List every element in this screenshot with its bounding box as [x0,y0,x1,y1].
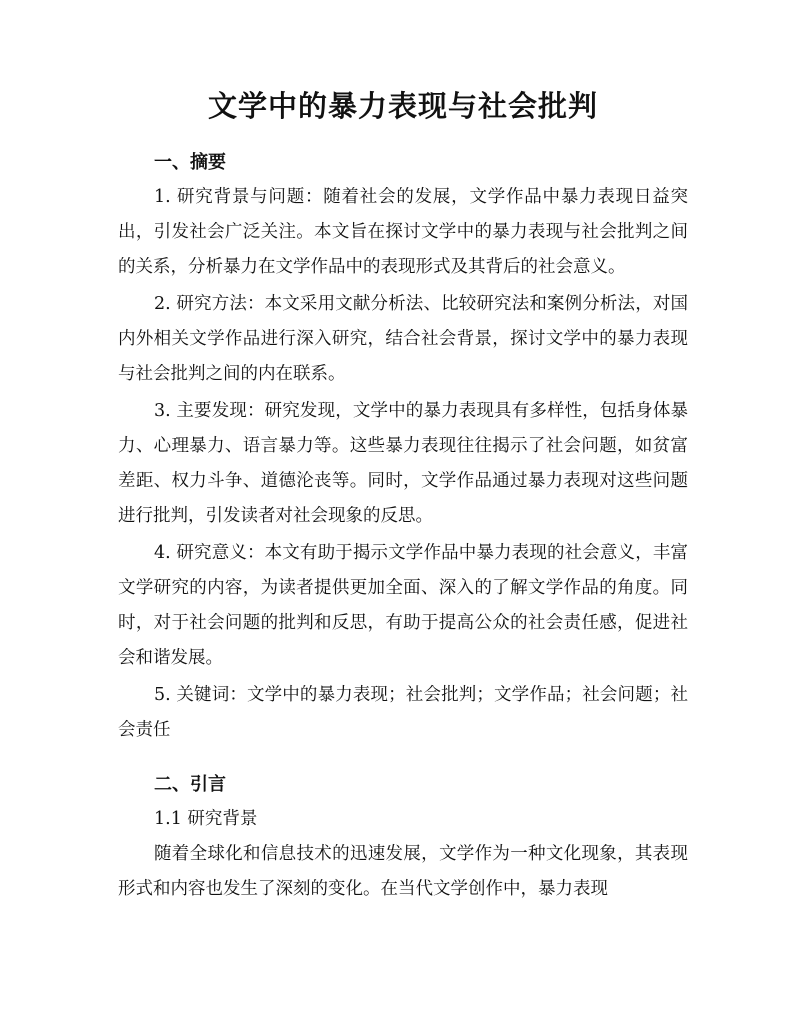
abstract-paragraph-3: 3. 主要发现：研究发现，文学中的暴力表现具有多样性，包括身体暴力、心理暴力、语言暴力等。这些暴力表现往往揭示了社会问题，如贫富差距、权力斗争、道德沦丧等。同时，文学作品通过暴力表现对这些问题进行批判，引发读者对社会现象的反思。 [118,401,688,526]
document-title: 文学中的暴力表现与社会批判 [207,89,598,123]
abstract-paragraph-4: 4. 研究意义：本文有助于揭示文学作品中暴力表现的社会意义，丰富文学研究的内容，为读者提供更加全面、深入的了解文学作品的角度。同时，对于社会问题的批判和反思，有助于提高公众的社会责任感，促进社会和谐发展。 [118,543,688,668]
intro-subheading: 1.1 研究背景 [154,809,258,829]
abstract-paragraph-1: 1. 研究背景与问题：随着社会的发展，文学作品中暴力表现日益突出，引发社会广泛关注。本文旨在探讨文学中的暴力表现与社会批判之间的关系，分析暴力在文学作品中的表现形式及其背后的社会意义。 [118,187,688,277]
abstract-paragraph-5: 5. 关键词：文学中的暴力表现；社会批判；文学作品；社会问题；社会责任 [118,685,688,740]
intro-paragraph: 随着全球化和信息技术的迅速发展，文学作为一种文化现象，其表现形式和内容也发生了深刻的变化。在当代文学创作中，暴力表现 [118,844,688,899]
abstract-heading: 一、摘要 [154,152,226,173]
intro-heading: 二、引言 [154,774,226,795]
abstract-paragraph-2: 2. 研究方法：本文采用文献分析法、比较研究法和案例分析法，对国内外相关文学作品进行深入研究，结合社会背景，探讨文学中的暴力表现与社会批判之间的内在联系。 [118,294,688,384]
